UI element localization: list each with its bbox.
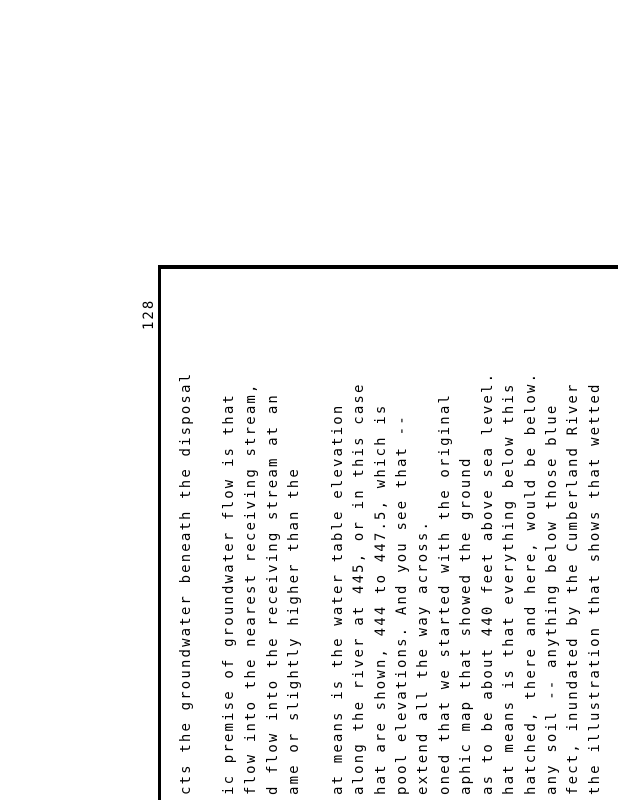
text-line: ame or slightly higher than the [286,467,302,795]
text-line: as to be about 440 feet above sea level. [480,371,496,795]
page-number: 128 [141,298,157,330]
text-line: extend all the way across. [415,519,431,795]
page-border-left [158,265,161,800]
text-line: the illustration that shows that wetted [587,382,603,795]
text-line: hatched, there and here, would be below. [523,371,539,795]
text-line: flow into the nearest receiving stream, [243,382,259,795]
text-line: d flow into the receiving stream at an [265,393,281,795]
page-border-top [158,265,618,269]
text-line: hat means is that everything below this [501,382,517,795]
text-line: fect, inundated by the Cumberland River [565,382,581,795]
text-line: ic premise of groundwater flow is that [221,393,237,795]
text-line: hat are shown, 444 to 447.5, which is [373,403,389,795]
text-line: cts the groundwater beneath the disposal [178,371,194,795]
text-line: any soil -- anything below those blue [544,403,560,795]
text-line: pool elevations. And you see that -- [394,414,410,795]
text-line: at means is the water table elevation [330,403,346,795]
text-line: aphic map that showed the ground [458,456,474,795]
text-line: oned that we started with the original [437,393,453,795]
text-line: along the river at 445, or in this case [351,382,367,795]
